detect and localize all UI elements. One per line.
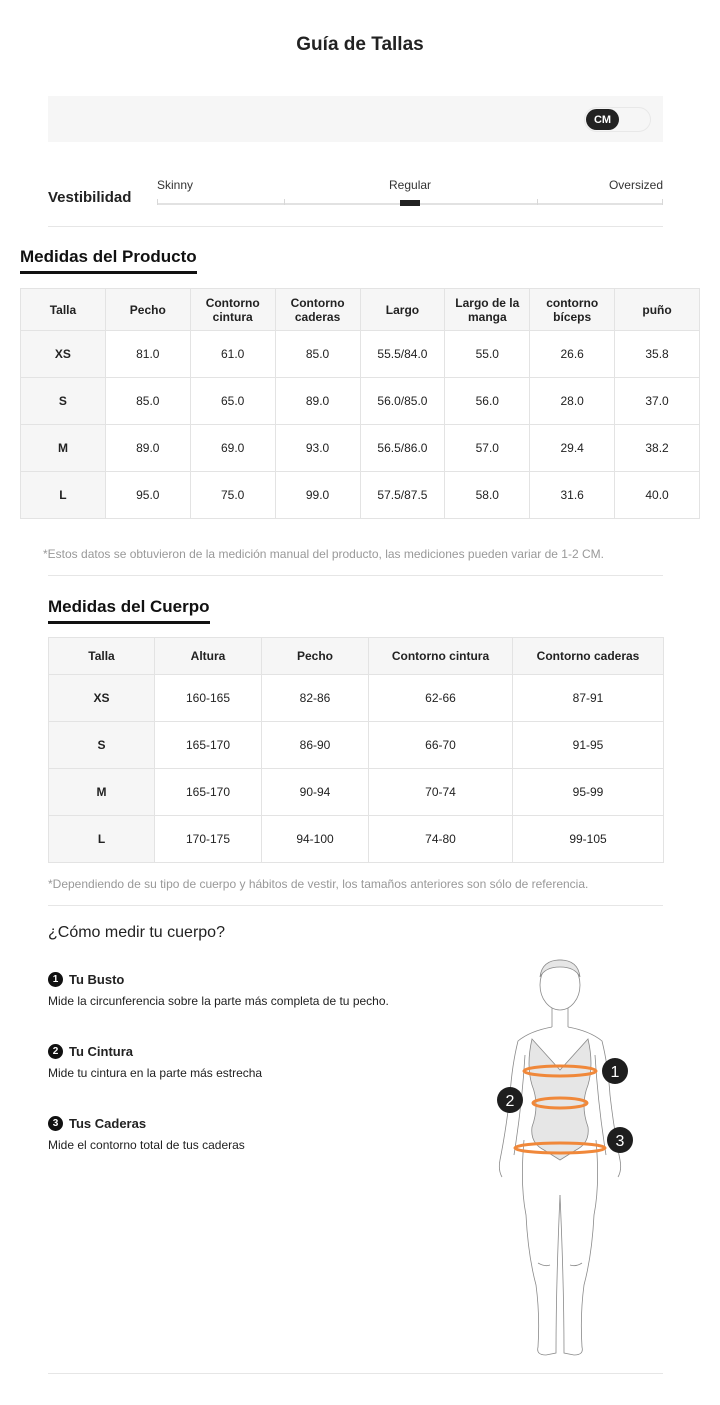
product-measurements-title: Medidas del Producto	[20, 247, 197, 274]
unit-toggle[interactable]	[584, 107, 651, 132]
table-cell: 89.0	[275, 378, 360, 425]
table-cell: 160-165	[155, 675, 262, 722]
table-cell: 31.6	[530, 472, 615, 519]
table-row	[21, 425, 700, 472]
number-3-icon: 3	[48, 1116, 63, 1131]
fit-selected-marker	[400, 200, 420, 206]
how-to-measure-title: ¿Cómo medir tu cuerpo?	[48, 924, 225, 941]
table-row	[49, 722, 664, 769]
column-header: contorno bíceps	[530, 289, 615, 331]
table-cell: 57.5/87.5	[360, 472, 445, 519]
size-cell: S	[21, 378, 106, 425]
fit-tick	[284, 199, 285, 205]
divider	[48, 226, 663, 227]
fit-regular-label: Regular	[389, 178, 432, 192]
table-cell: 82-86	[262, 675, 369, 722]
table-header-row	[49, 638, 664, 675]
step-title: Tu Busto	[69, 972, 125, 987]
table-cell: 94-100	[262, 816, 369, 863]
table-cell: 58.0	[445, 472, 530, 519]
column-header: Contorno cintura	[369, 638, 513, 675]
size-cell: L	[21, 472, 106, 519]
table-cell: 85.0	[105, 378, 190, 425]
fit-skinny-label: Skinny	[157, 178, 194, 192]
body-figure-icon	[490, 955, 650, 1365]
table-cell: 170-175	[155, 816, 262, 863]
marker-2: 2	[505, 1093, 515, 1110]
table-cell: 81.0	[105, 331, 190, 378]
table-cell: 75.0	[190, 472, 275, 519]
table-cell: 26.6	[530, 331, 615, 378]
size-cell: S	[49, 722, 155, 769]
table-row	[49, 816, 664, 863]
table-cell: 61.0	[190, 331, 275, 378]
table-cell: 87-91	[513, 675, 664, 722]
table-cell: 85.0	[275, 331, 360, 378]
table-row	[21, 331, 700, 378]
fit-label: Vestibilidad	[48, 189, 132, 206]
body-measurements-title: Medidas del Cuerpo	[48, 597, 210, 624]
table-cell: 89.0	[105, 425, 190, 472]
fit-oversized-label: Oversized	[608, 178, 663, 192]
column-header: Largo de la manga	[445, 289, 530, 331]
step-hips	[48, 1116, 245, 1152]
table-cell: 165-170	[155, 722, 262, 769]
step-bust	[48, 972, 389, 1008]
column-header: puño	[615, 289, 700, 331]
body-note: *Dependiendo de su tipo de cuerpo y hábitos de vestir, los tamaños anteriores son sólo de referencia.	[48, 877, 589, 891]
fit-tick	[537, 199, 538, 205]
unit-cm-option[interactable]: CM	[586, 109, 619, 130]
divider	[48, 905, 663, 906]
table-row	[21, 378, 700, 425]
product-measurements-table	[20, 288, 700, 519]
body-measurement-figure	[490, 955, 650, 1365]
number-1-icon: 1	[48, 972, 63, 987]
table-cell: 99.0	[275, 472, 360, 519]
page-title: Guía de Tallas	[296, 34, 424, 55]
step-title: Tu Cintura	[69, 1044, 134, 1059]
table-cell: 38.2	[615, 425, 700, 472]
column-header: Talla	[49, 638, 155, 675]
column-header: Altura	[155, 638, 262, 675]
column-header: Pecho	[262, 638, 369, 675]
table-cell: 70-74	[369, 769, 513, 816]
step-title: Tus Caderas	[69, 1116, 147, 1131]
size-cell: L	[49, 816, 155, 863]
divider	[48, 575, 663, 576]
step-description: Mide la circunferencia sobre la parte más completa de tu pecho.	[48, 994, 389, 1008]
table-cell: 28.0	[530, 378, 615, 425]
marker-3: 3	[615, 1133, 625, 1150]
table-cell: 91-95	[513, 722, 664, 769]
column-header: Talla	[21, 289, 106, 331]
table-cell: 95.0	[105, 472, 190, 519]
divider	[48, 1373, 663, 1374]
table-cell: 93.0	[275, 425, 360, 472]
table-cell: 56.0/85.0	[360, 378, 445, 425]
column-header: Pecho	[105, 289, 190, 331]
table-cell: 62-66	[369, 675, 513, 722]
table-cell: 90-94	[262, 769, 369, 816]
table-cell: 69.0	[190, 425, 275, 472]
size-cell: M	[21, 425, 106, 472]
size-cell: M	[49, 769, 155, 816]
table-cell: 74-80	[369, 816, 513, 863]
column-header: Contorno caderas	[275, 289, 360, 331]
table-cell: 95-99	[513, 769, 664, 816]
table-cell: 35.8	[615, 331, 700, 378]
step-description: Mide tu cintura en la parte más estrecha	[48, 1066, 263, 1080]
number-2-icon: 2	[48, 1044, 63, 1059]
fit-tick	[662, 199, 663, 205]
table-cell: 99-105	[513, 816, 664, 863]
table-cell: 55.0	[445, 331, 530, 378]
table-cell: 56.0	[445, 378, 530, 425]
table-row	[49, 675, 664, 722]
table-cell: 56.5/86.0	[360, 425, 445, 472]
step-waist	[48, 1044, 262, 1080]
table-cell: 40.0	[615, 472, 700, 519]
unit-bar	[48, 96, 663, 142]
table-row	[49, 769, 664, 816]
table-row	[21, 472, 700, 519]
table-cell: 165-170	[155, 769, 262, 816]
column-header: Largo	[360, 289, 445, 331]
table-cell: 57.0	[445, 425, 530, 472]
size-cell: XS	[49, 675, 155, 722]
column-header: Contorno caderas	[513, 638, 664, 675]
table-header-row	[21, 289, 700, 331]
product-note: *Estos datos se obtuvieron de la medición manual del producto, las mediciones pueden variar de 1-2 CM.	[43, 547, 604, 561]
table-cell: 86-90	[262, 722, 369, 769]
column-header: Contorno cintura	[190, 289, 275, 331]
table-cell: 66-70	[369, 722, 513, 769]
marker-1: 1	[610, 1064, 620, 1081]
size-cell: XS	[21, 331, 106, 378]
table-cell: 65.0	[190, 378, 275, 425]
body-measurements-table	[48, 637, 664, 863]
fit-tick	[157, 199, 158, 205]
table-cell: 37.0	[615, 378, 700, 425]
table-cell: 29.4	[530, 425, 615, 472]
table-cell: 55.5/84.0	[360, 331, 445, 378]
step-description: Mide el contorno total de tus caderas	[48, 1138, 245, 1152]
